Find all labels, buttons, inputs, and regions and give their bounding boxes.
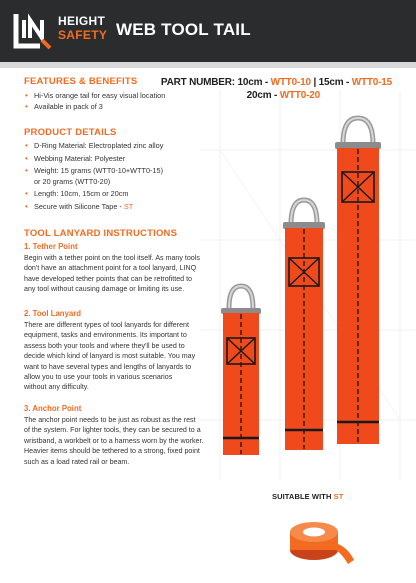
step-1-text: [24, 253, 200, 295]
text-line: Heavier items should be tethered to a strong, fixed point: [24, 447, 200, 456]
step-2-text: [24, 320, 195, 393]
part-size-10: 10cm -: [237, 77, 271, 88]
brand-line-1: HEIGHT: [58, 14, 106, 28]
part-code-15: WTT0-15: [351, 77, 392, 88]
list-item: [24, 166, 163, 187]
brand-line-2: SAFETY: [58, 28, 108, 42]
step-1-title: 1. Tether Point: [24, 242, 78, 251]
list-item: • Available in pack of 3: [24, 102, 165, 113]
suitable-text: SUITABLE WITH: [272, 492, 334, 501]
tool-tail-10cm: [221, 286, 261, 455]
secure-code: ST: [123, 201, 134, 211]
features-heading: FEATURES & BENEFITS: [24, 76, 138, 87]
text-line: of the system. For lighter tools, they can be secured to a: [24, 426, 201, 435]
text-line: Begin with a tether point on the tool itself. As many tools: [24, 254, 200, 262]
features-list: [24, 91, 165, 112]
text-line: allow you to use your tools in various scenarios: [24, 373, 173, 382]
list-item: • Webbing Material: Polyester: [24, 154, 163, 165]
tool-tail-20cm: [335, 118, 381, 444]
header-divider: [0, 62, 416, 68]
text-line: such as a load rated rail or beam.: [24, 457, 130, 466]
text-line: assess both your tools and where they'll be used to: [24, 341, 185, 350]
page-title: WEB TOOL TAIL: [116, 20, 251, 39]
text-line: don't have an attachment point for a tool lanyard, LINQ: [24, 264, 197, 273]
text-line: equipment, tasks and environments. Its important to: [24, 331, 187, 340]
text-line: without any difficulty.: [24, 383, 89, 392]
product-photo: [205, 108, 405, 488]
part-size-15: 15cm -: [318, 77, 352, 88]
suitable-code: ST: [333, 492, 344, 501]
part-separator: |: [310, 77, 319, 88]
text-line: The anchor point needs to be just as robust as the rest: [24, 416, 196, 424]
text-line: There are different types of tool lanyards for different: [24, 321, 189, 329]
details-list: [24, 141, 163, 213]
text-line: any tool without causing damage or limiting its use.: [24, 285, 185, 294]
silicone-tape-icon: [276, 504, 356, 574]
linq-logo-icon: [12, 10, 52, 50]
list-item: • Hi-Vis orange tail for easy visual location: [24, 91, 165, 102]
details-heading: PRODUCT DETAILS: [24, 127, 117, 138]
step-3-title: 3. Anchor Point: [24, 404, 82, 413]
weight-line-1: Weight: 15 grams (WTT0-10+WTT0-15): [34, 166, 164, 176]
header-bar: [0, 0, 416, 62]
text-line: decide which kind of lanyard is most suitable. You may: [24, 352, 196, 361]
list-item: [24, 202, 163, 213]
brand-name: [58, 14, 107, 42]
suitable-with-label: [272, 492, 343, 501]
weight-line-2: or 20 grams (WTT0-20): [34, 176, 111, 186]
instructions-heading: TOOL LANYARD INSTRUCTIONS: [24, 228, 178, 239]
secure-text: Secure with Silicone Tape -: [34, 201, 124, 211]
step-3-text: [24, 415, 203, 467]
tool-tail-15cm: [283, 200, 325, 450]
step-2-title: 2. Tool Lanyard: [24, 309, 82, 318]
text-line: want to have several types and lengths of lanyards to: [24, 362, 192, 371]
list-item: • D-Ring Material: Electroplated zinc alloy: [24, 141, 163, 152]
text-line: have developed tether points that can be retrofitted to: [24, 274, 192, 283]
text-line: wristband, a workbelt or to a harness worn by the worker.: [24, 436, 204, 445]
part-size-20: 20cm -: [246, 90, 280, 101]
part-code-20: WTT0-20: [279, 90, 320, 101]
part-number-line-1: [161, 77, 392, 88]
part-number-label: PART NUMBER:: [160, 77, 235, 88]
part-code-10: WTT0-10: [270, 77, 311, 88]
list-item: • Length: 10cm, 15cm or 20cm: [24, 189, 163, 200]
